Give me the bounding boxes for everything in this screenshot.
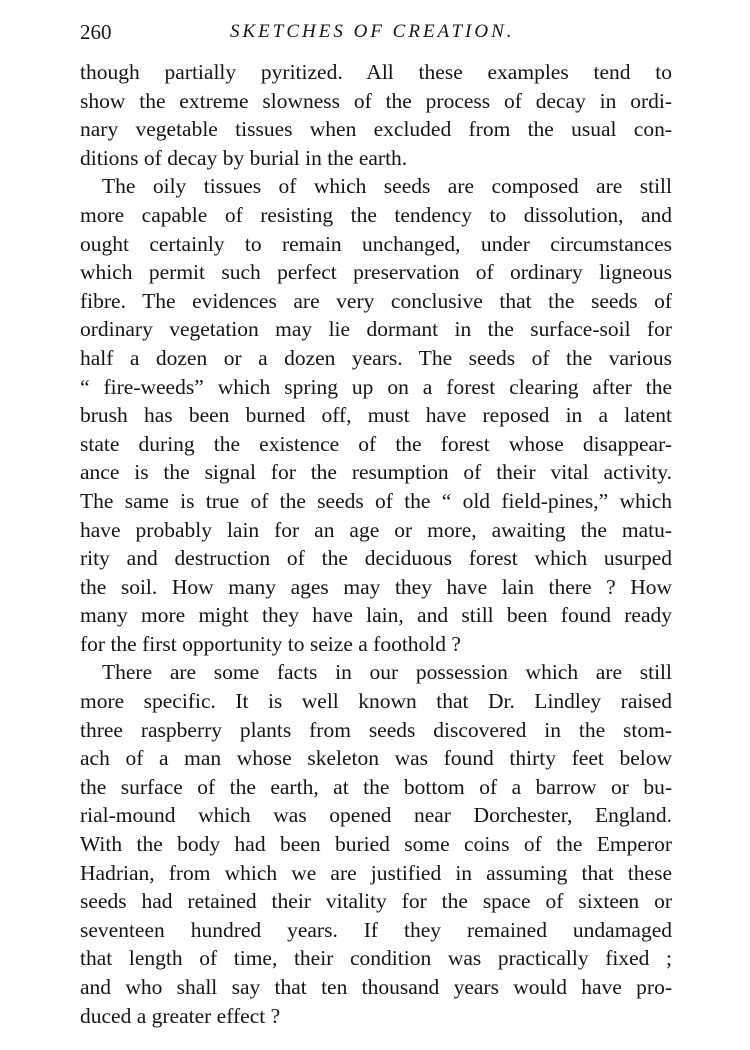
text-line: for the first opportunity to seize a foothold ? bbox=[80, 631, 461, 656]
text-line: ought certainly to remain unchanged, under circumstances bbox=[80, 231, 672, 256]
paragraph-continued bbox=[80, 58, 672, 172]
text-line: and who shall say that ten thousand years would have pro- bbox=[80, 975, 672, 999]
text-line: brush has been burned off, must have reposed in a latent bbox=[80, 403, 672, 428]
text-line: There are some facts in our possession which are still bbox=[102, 660, 672, 685]
text-line: the soil. How many ages may they have lain there ? How bbox=[80, 574, 672, 599]
text-line: ditions of decay by burial in the earth. bbox=[80, 145, 408, 170]
paragraph-specific-facts bbox=[80, 658, 672, 1030]
running-head bbox=[80, 18, 670, 46]
text-line: ordinary vegetation may lie dormant in the surface-soil for bbox=[80, 317, 672, 342]
text-line: more capable of resisting the tendency to dissolution, and bbox=[80, 202, 672, 227]
text-line: the surface of the earth, at the bottom of a barrow or bu- bbox=[80, 774, 672, 799]
text-line: have probably lain for an age or more, awaiting the matu- bbox=[80, 517, 672, 542]
text-line: “ fire-weeds” which spring up on a forest clearing after the bbox=[80, 374, 672, 399]
text-line: Hadrian, from which we are justified in assuming that these bbox=[80, 860, 672, 885]
text-line: seventeen hundred years. If they remained undamaged bbox=[80, 917, 672, 942]
text-line: state during the existence of the forest whose disappear- bbox=[80, 431, 672, 456]
text-line: show the extreme slowness of the process of decay in ordi- bbox=[80, 88, 672, 113]
text-line: which permit such perfect preservation of ordinary ligneous bbox=[80, 260, 672, 285]
text-line: The oily tissues of which seeds are composed are still bbox=[102, 174, 672, 199]
text-line: though partially pyritized. All these examples tend to bbox=[80, 60, 672, 84]
text-line: many more might they have lain, and still been found ready bbox=[80, 603, 672, 628]
text-line: The same is true of the seeds of the “ old field-pines,” which bbox=[80, 488, 672, 513]
text-line: ach of a man whose skeleton was found thirty feet below bbox=[80, 746, 672, 771]
body-text bbox=[80, 58, 672, 1030]
text-line: ance is the signal for the resumption of their vital activity. bbox=[80, 460, 672, 485]
text-line: rial-mound which was opened near Dorchester, England. bbox=[80, 803, 672, 828]
text-line: that length of time, their condition was practically fixed ; bbox=[80, 946, 672, 971]
text-line: rity and destruction of the deciduous forest which usurped bbox=[80, 546, 672, 571]
text-line: more specific. It is well known that Dr. Lindley raised bbox=[80, 689, 672, 714]
text-line: With the body had been buried some coins of the Emperor bbox=[80, 832, 672, 857]
text-line: seeds had retained their vitality for the space of sixteen or bbox=[80, 889, 672, 914]
text-line: three raspberry plants from seeds discovered in the stom- bbox=[80, 717, 672, 742]
text-line: fibre. The evidences are very conclusive that the seeds of bbox=[80, 288, 672, 313]
text-line: nary vegetable tissues when excluded from the usual con- bbox=[80, 117, 672, 142]
page-number: 260 bbox=[80, 20, 112, 44]
running-title: SKETCHES OF CREATION. bbox=[230, 21, 515, 42]
paragraph-oily-tissues bbox=[80, 172, 672, 658]
text-line: half a dozen or a dozen years. The seeds of the various bbox=[80, 345, 672, 370]
text-line: duced a greater effect ? bbox=[80, 1003, 281, 1028]
